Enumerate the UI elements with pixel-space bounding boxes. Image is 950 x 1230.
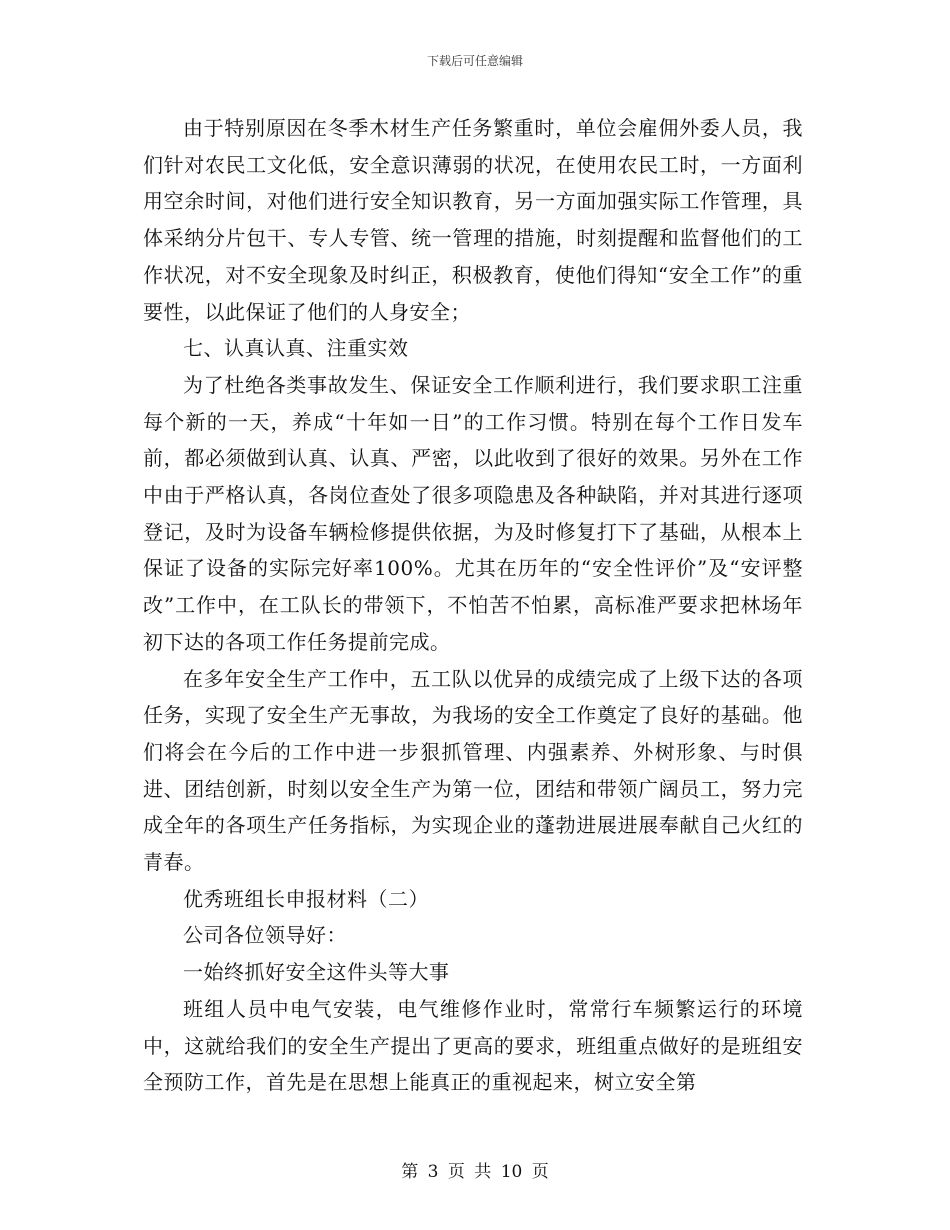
salutation: 公司各位领导好： <box>183 923 347 948</box>
paragraph-migrant-worker-safety: 由于特别原因在冬季木材生产任务繁重时，单位会雇佣外委人员，我们针对农民工文化低，安全意识薄弱的状况，在使用农民工时，一方面利用空余时间，对他们进行安全知识教育，另一方面加强实际工作管理，具体采纳分片包干、专人专管、统一管理的措施，时刻提醒和监督他们的工作状况，对不安全现象及时纠正，积极教育，使他们得知“安全工作”的重要性，以此保证了他们的人身安全； <box>143 116 803 324</box>
page-number: 第 3 页 共 10 页 <box>401 1162 549 1182</box>
page-header: 下载后可任意编辑 <box>426 54 523 68</box>
paragraph-achievements: 在多年安全生产工作中，五工队以优异的成绩完成了上级下达的各项任务，实现了安全生产无事故，为我场的安全工作奠定了良好的基础。他们将会在今后的工作中进一步狠抓管理、内强素养、外树形象、与时俱进、团结创新，时刻以安全生产为第一位，团结和带领广阔员工，努力完成全年的各项生产任务指标，为实现企业的蓬勃进展进展奉献自己火红的青春。 <box>143 666 803 875</box>
section-title-application-two: 优秀班组长申报材料（二） <box>183 886 429 911</box>
section-heading-seven: 七、认真认真、注重实效 <box>183 336 409 361</box>
paragraph-team-safety: 班组人员中电气安装，电气维修作业时，常常行车频繁运行的环境中，这就给我们的安全生产提出了更高的要求，班组重点做好的是班组安全预防工作，首先是在思想上能真正的重视起来，树立安全第 <box>143 996 803 1095</box>
paragraph-accident-prevention: 为了杜绝各类事故发生、保证安全工作顺利进行，我们要求职工注重每个新的一天，养成“十年如一日”的工作习惯。特别在每个工作日发车前，都必须做到认真、认真、严密，以此收到了很好的效果。另外在工作中由于严格认真，各岗位查处了很多项隐患及各种缺陷，并对其进行逐项登记，及时为设备车辆检修提供依据，为及时修复打下了基础，从根本上保证了设备的实际完好率100%。尤其在历年的“安全性评价”及“安评整改”工作中，在工队长的带领下，不怕苦不怕累，高标准严要求把林场年初下达的各项工作任务提前完成。 <box>143 372 803 654</box>
document-body <box>143 110 803 1101</box>
section-heading-one: 一始终抓好安全这件头等大事 <box>183 960 450 985</box>
